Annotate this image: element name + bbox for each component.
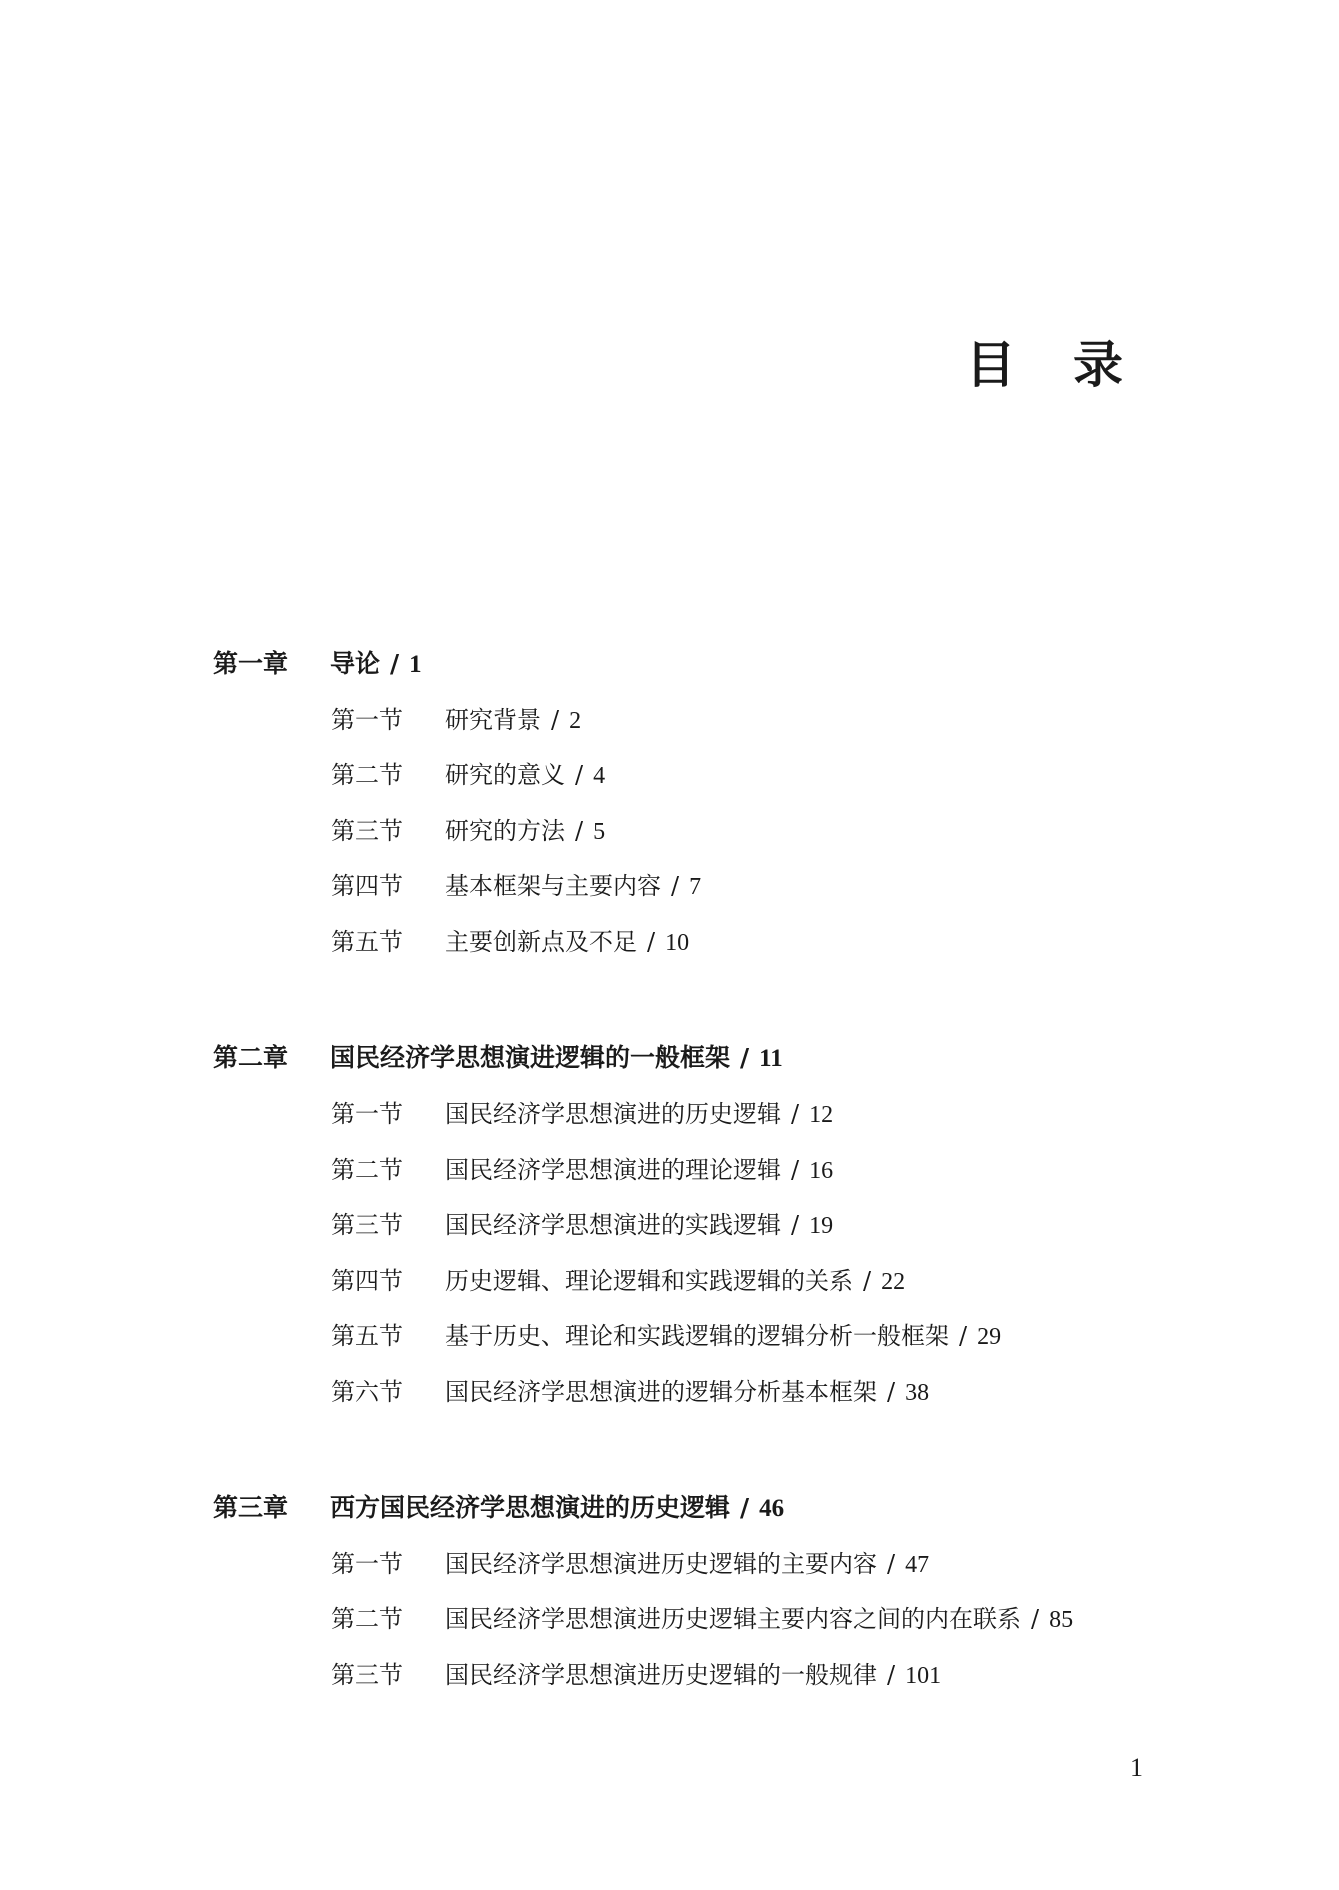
section-page-number: 29: [977, 1324, 1002, 1350]
toc-section-1-2[interactable]: [331, 755, 605, 795]
section-title: 主要创新点及不足: [445, 928, 637, 956]
section-number: 第一节: [331, 706, 403, 734]
toc-section-2-2[interactable]: [331, 1150, 833, 1190]
page-separator: /: [390, 649, 400, 678]
toc-section-2-4[interactable]: [331, 1261, 905, 1301]
section-title: 基本框架与主要内容: [445, 872, 661, 900]
toc-chapter-3[interactable]: [213, 1488, 784, 1528]
page-separator: /: [551, 706, 560, 734]
chapter-page-number: 1: [409, 651, 422, 678]
page-title: 目 录: [965, 336, 1143, 394]
section-title: 研究的意义: [445, 761, 565, 789]
section-page-number: 7: [689, 874, 702, 900]
section-number: 第二节: [331, 1156, 403, 1184]
section-number: 第四节: [331, 1267, 403, 1295]
toc-chapter-2[interactable]: [213, 1038, 783, 1078]
toc-section-3-1[interactable]: [331, 1544, 929, 1584]
section-page-number: 2: [569, 708, 582, 734]
section-title: 国民经济学思想演进的历史逻辑: [445, 1100, 781, 1128]
section-number: 第三节: [331, 1211, 403, 1239]
chapter-number: 第一章: [213, 649, 289, 678]
section-title: 国民经济学思想演进的理论逻辑: [445, 1156, 781, 1184]
section-number: 第二节: [331, 1605, 403, 1633]
page-separator: /: [671, 872, 680, 900]
chapter-number: 第二章: [213, 1043, 289, 1072]
toc-section-1-5[interactable]: [331, 922, 689, 962]
page-separator: /: [791, 1156, 800, 1184]
section-number: 第四节: [331, 872, 403, 900]
section-page-number: 22: [881, 1269, 906, 1295]
section-number: 第六节: [331, 1378, 403, 1406]
section-number: 第一节: [331, 1100, 403, 1128]
toc-section-1-3[interactable]: [331, 811, 605, 851]
toc-section-2-6[interactable]: [331, 1372, 929, 1412]
page-separator: /: [959, 1322, 968, 1350]
page-separator: /: [740, 1493, 750, 1522]
page-separator: /: [575, 761, 584, 789]
toc-section-1-4[interactable]: [331, 866, 701, 906]
section-title: 国民经济学思想演进历史逻辑的一般规律: [445, 1661, 877, 1689]
chapter-title: 国民经济学思想演进逻辑的一般框架: [330, 1043, 731, 1072]
page-separator: /: [887, 1378, 896, 1406]
page-separator: /: [887, 1550, 896, 1578]
page-separator: /: [791, 1100, 800, 1128]
section-title: 国民经济学思想演进历史逻辑的主要内容: [445, 1550, 877, 1578]
page-separator: /: [740, 1043, 750, 1072]
section-page-number: 5: [593, 819, 606, 845]
toc-section-3-2[interactable]: [331, 1599, 1073, 1639]
page-separator: /: [647, 928, 656, 956]
section-page-number: 4: [593, 763, 606, 789]
chapter-number: 第三章: [213, 1493, 289, 1522]
section-page-number: 19: [809, 1213, 834, 1239]
section-page-number: 10: [665, 930, 690, 956]
section-title: 国民经济学思想演进历史逻辑主要内容之间的内在联系: [445, 1605, 1021, 1633]
section-number: 第一节: [331, 1550, 403, 1578]
page-number-footer: 1: [1130, 1753, 1143, 1782]
toc-chapter-1[interactable]: [213, 644, 422, 684]
section-title: 历史逻辑、理论逻辑和实践逻辑的关系: [445, 1267, 853, 1295]
toc-section-1-1[interactable]: [331, 700, 581, 740]
section-number: 第三节: [331, 817, 403, 845]
toc-section-2-5[interactable]: [331, 1316, 1001, 1356]
section-title: 研究的方法: [445, 817, 565, 845]
section-page-number: 47: [905, 1552, 930, 1578]
chapter-page-number: 46: [759, 1495, 785, 1522]
section-page-number: 12: [809, 1102, 834, 1128]
toc-section-2-1[interactable]: [331, 1094, 833, 1134]
chapter-page-number: 11: [759, 1045, 783, 1072]
section-page-number: 16: [809, 1158, 834, 1184]
section-number: 第二节: [331, 761, 403, 789]
section-title: 基于历史、理论和实践逻辑的逻辑分析一般框架: [445, 1322, 949, 1350]
section-page-number: 101: [905, 1663, 942, 1689]
section-title: 研究背景: [445, 706, 541, 734]
section-title: 国民经济学思想演进的逻辑分析基本框架: [445, 1378, 877, 1406]
toc-section-3-3[interactable]: [331, 1655, 941, 1695]
section-number: 第三节: [331, 1661, 403, 1689]
page-separator: /: [887, 1661, 896, 1689]
page-separator: /: [791, 1211, 800, 1239]
page-separator: /: [1031, 1605, 1040, 1633]
chapter-title: 导论: [330, 649, 381, 678]
section-number: 第五节: [331, 1322, 403, 1350]
section-title: 国民经济学思想演进的实践逻辑: [445, 1211, 781, 1239]
chapter-title: 西方国民经济学思想演进的历史逻辑: [330, 1493, 731, 1522]
page-separator: /: [863, 1267, 872, 1295]
page-separator: /: [575, 817, 584, 845]
toc-section-2-3[interactable]: [331, 1205, 833, 1245]
section-page-number: 85: [1049, 1607, 1074, 1633]
section-page-number: 38: [905, 1380, 930, 1406]
section-number: 第五节: [331, 928, 403, 956]
